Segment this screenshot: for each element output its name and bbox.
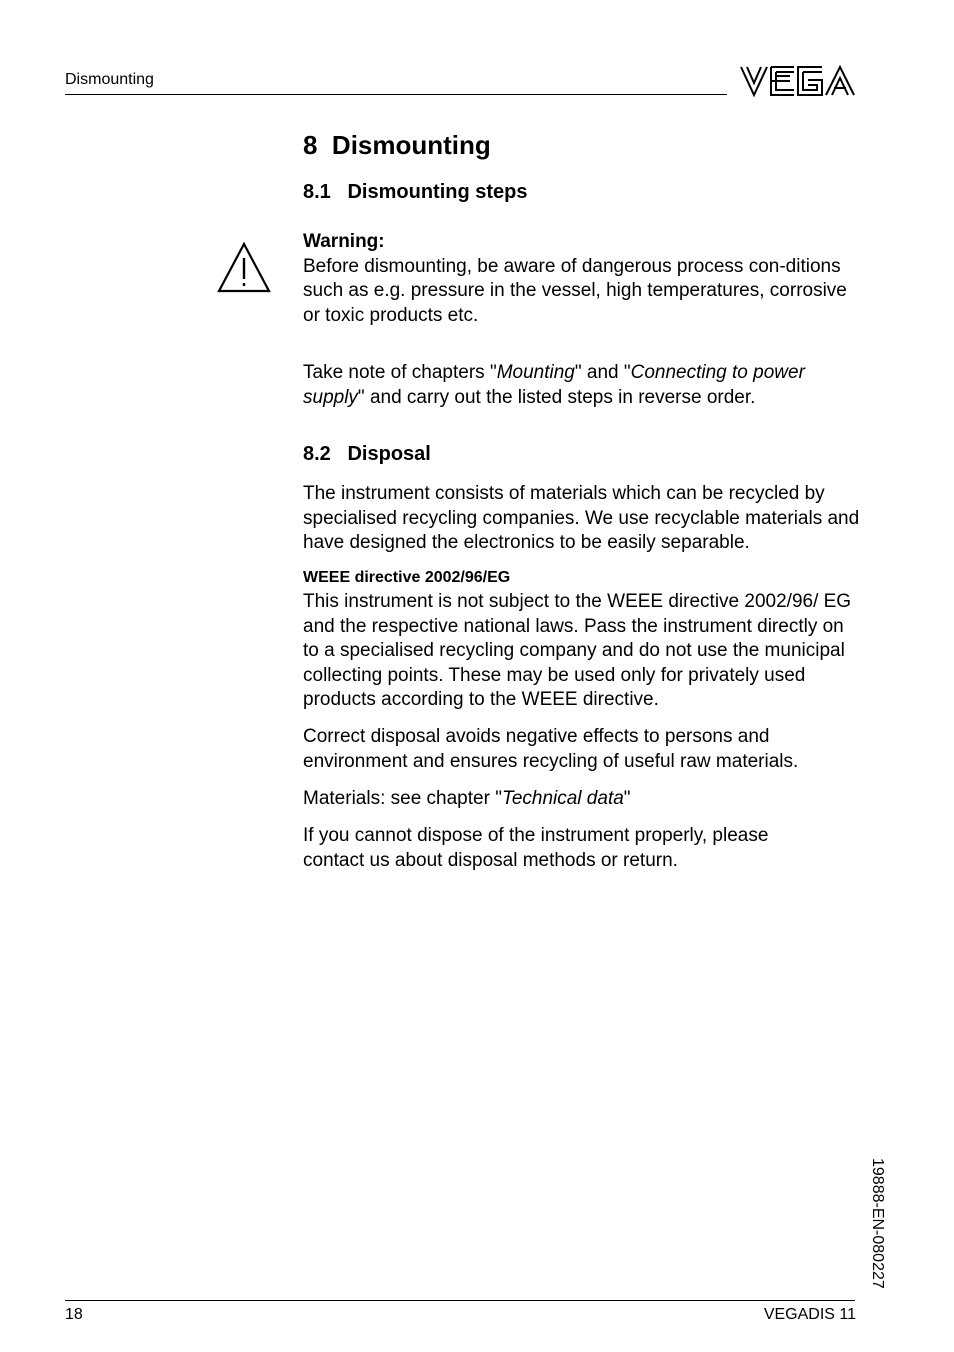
chapter-number: 8 — [303, 130, 318, 160]
note-text-2: " and " — [574, 362, 631, 383]
document-id: 19888-EN-080227 — [869, 1158, 886, 1289]
note-paragraph — [303, 361, 859, 410]
page-number: 18 — [65, 1306, 83, 1323]
correct-disposal-text: Correct disposal avoids negative effects to persons and environment and ensures recycling of useful raw materials. — [303, 726, 799, 772]
materials-close-quote: " — [623, 788, 631, 809]
chapter-title: Dismounting — [331, 130, 491, 160]
contact-text: If you cannot dispose of the instrument properly, please contact us about disposal methods or return. — [303, 825, 769, 871]
warning-text: Before dismounting, be aware of dangerous process con-ditions such as e.g. pressure in the vessel, high temperatures, corrosive or toxic products etc. — [303, 255, 847, 326]
footer-divider — [65, 1300, 855, 1301]
chapter-ref-technical-data: Technical data — [501, 788, 624, 809]
section-heading-8-2 — [303, 443, 863, 466]
chapter-ref-mounting: Mounting — [496, 362, 575, 383]
note-text-3: " and carry out the listed steps in reverse order. — [357, 386, 756, 408]
section-number: 8.2 — [303, 443, 331, 465]
warning-triangle-icon — [217, 241, 271, 294]
header-title: Dismounting — [65, 71, 154, 88]
section-title: Dismounting steps — [347, 181, 528, 203]
weee-text: This instrument is not subject to the WEEE directive 2002/96/ EG and the respective national laws. Pass the instrument directly on to a specialised recycling company and do not use the municipal collecting points. These may be used only for privately used products according to the WEEE directive. — [303, 591, 852, 710]
materials-text: Materials: see chapter " — [303, 788, 502, 809]
chapter-ref-connecting: Connecting to power supply — [303, 362, 805, 408]
materials-paragraph — [303, 787, 863, 812]
chapter-heading — [303, 130, 863, 161]
disposal-intro: The instrument consists of materials which can be recycled by specialised recycling companies. We use recyclable materials and have designed the electronics to be easily separable. — [303, 483, 860, 553]
section-number: 8.1 — [303, 181, 331, 203]
weee-heading: WEEE directive 2002/96/EG — [303, 569, 511, 586]
section-heading-8-1 — [303, 181, 863, 204]
section-title: Disposal — [347, 443, 431, 465]
header-divider — [65, 94, 727, 95]
vega-logo — [740, 64, 856, 98]
warning-label: Warning: — [303, 231, 385, 252]
product-name: VEGADIS 11 — [763, 1306, 856, 1323]
note-text-1: Take note of chapters " — [303, 362, 497, 383]
